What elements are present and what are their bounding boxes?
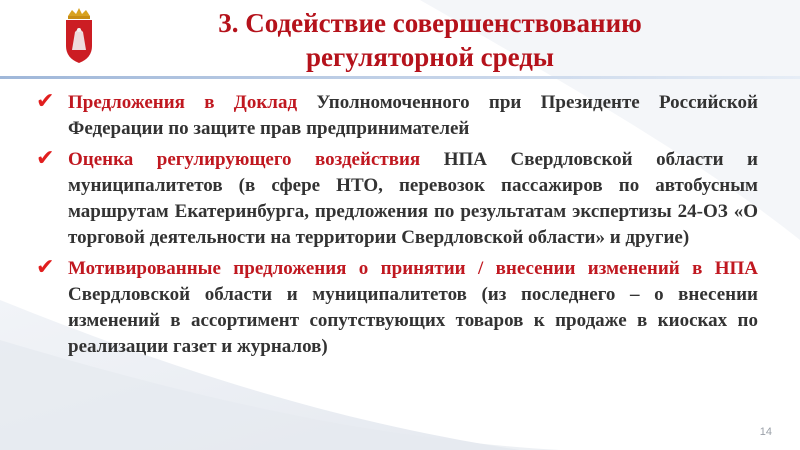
title-divider: [0, 76, 800, 79]
item-body-text: Уполномоченного при Президенте Российской Федерации по защите прав предпринимателей: [68, 92, 758, 139]
check-icon: ✔: [36, 89, 55, 114]
check-icon: ✔: [36, 255, 55, 280]
title-line-1: 3. Содействие совершенствованию: [218, 8, 642, 38]
page-number: 14: [759, 426, 772, 438]
check-icon: ✔: [36, 146, 55, 171]
list-item: [36, 147, 758, 251]
item-body-text: НПА Свердловской области и муниципалитетов (в сфере НТО, перевозок пассажиров по автобусным маршрутам Екатеринбурга, предложения по результатам экспертизы 24-ОЗ «О торговой деятельности на территории Свердловской области» и другие): [68, 149, 758, 248]
title-line-2: регуляторной среды: [306, 42, 554, 72]
item-lead-text: Мотивированные предложения о принятии / внесении изменений в НПА: [68, 258, 758, 279]
item-body-text: Свердловской области и муниципалитетов (из последнего – о внесении изменений в ассортимент сопутствующих товаров к продаже в киосках по реализации газет и журналов): [68, 284, 758, 357]
item-lead-text: Оценка регулирующего воздействия: [68, 149, 421, 170]
bullet-list: [36, 90, 758, 365]
list-item: [36, 256, 758, 360]
coat-of-arms-logo: [62, 6, 96, 66]
list-item: [36, 90, 758, 142]
slide-title: [130, 6, 730, 74]
item-lead-text: Предложения в Доклад: [68, 92, 298, 113]
